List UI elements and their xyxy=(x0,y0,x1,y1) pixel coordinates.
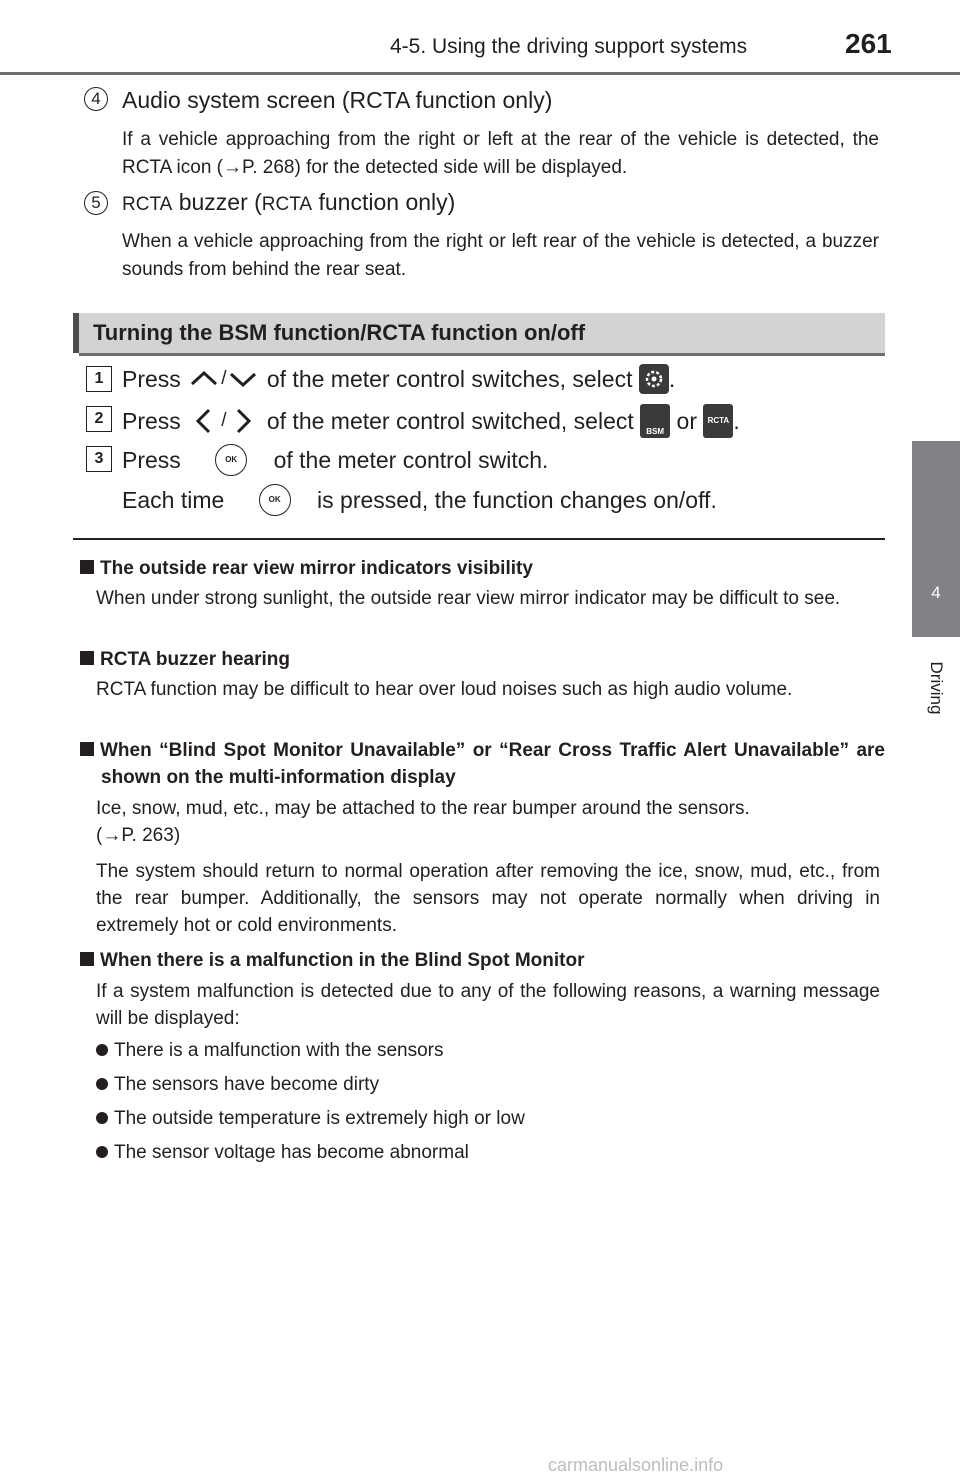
section-heading-underline xyxy=(79,353,885,356)
square-bullet-icon xyxy=(80,651,94,665)
bullet-icon xyxy=(96,1044,108,1056)
square-bullet-icon xyxy=(80,742,94,756)
step-3: Press OK of the meter control switch. xyxy=(122,444,548,476)
bsm-icon: BSM xyxy=(640,404,670,438)
item-body-audio-screen: If a vehicle approaching from the right or left at the rear of the vehicle is detected, the RCTA icon (→P. 268) for the detected side will be displayed. xyxy=(122,129,879,178)
note-heading-buzzer-hearing: RCTA buzzer hearing xyxy=(80,646,885,673)
item-body-rcta-buzzer: When a vehicle approaching from the right or left rear of the vehicle is detected, a buzzer sounds from behind the rear seat. xyxy=(122,231,879,280)
gear-icon xyxy=(639,364,669,394)
step-number-1: 1 xyxy=(86,366,112,392)
note-heading-unavailable: When “Blind Spot Monitor Unavailable” or “Rear Cross Traffic Alert Unavailable” are shown on the multi-information display xyxy=(80,737,885,791)
list-item: The outside temperature is extremely high or low xyxy=(96,1108,525,1130)
ok-button-icon: OK xyxy=(215,444,247,476)
bullet-icon xyxy=(96,1112,108,1124)
section-heading-text: Turning the BSM function/RCTA function on/off xyxy=(93,320,586,345)
section-heading xyxy=(73,313,885,353)
item-marker-5: 5 xyxy=(84,191,108,215)
chevron-left-icon xyxy=(187,406,221,436)
list-item: The sensors have become dirty xyxy=(96,1074,379,1096)
bullet-icon xyxy=(96,1078,108,1090)
note-body-unavailable-1: Ice, snow, mud, etc., may be attached to the rear bumper around the sensors. (→P. 263) xyxy=(96,798,750,846)
square-bullet-icon xyxy=(80,952,94,966)
item-title-rcta-buzzer: RCTA buzzer (RCTA function only) xyxy=(122,189,456,215)
rcta-icon: RCTA xyxy=(703,404,733,438)
note-body-mirror-visibility: When under strong sunlight, the outside rear view mirror indicator may be difficult to see. xyxy=(96,588,841,609)
chevron-right-icon xyxy=(226,406,260,436)
step-number-3: 3 xyxy=(86,446,112,472)
square-bullet-icon xyxy=(80,560,94,574)
note-heading-malfunction: When there is a malfunction in the Blind Spot Monitor xyxy=(80,947,885,974)
note-body-buzzer-hearing: RCTA function may be difficult to hear over loud noises such as high audio volume. xyxy=(96,679,793,700)
chevron-up-icon xyxy=(187,368,221,390)
page-reference[interactable]: P. 268 xyxy=(242,157,295,178)
ok-button-icon: OK xyxy=(259,484,291,516)
chapter-tab xyxy=(912,441,960,637)
bullet-icon xyxy=(96,1146,108,1158)
note-heading-mirror-visibility: The outside rear view mirror indicators visibility xyxy=(80,555,885,582)
note-body-unavailable-2: The system should return to normal operation after removing the ice, snow, mud, etc., from the rear bumper. Additionally, the sensors may not operate normally when driving in extremely hot or cold environments. xyxy=(96,861,880,936)
list-item: There is a malfunction with the sensors xyxy=(96,1040,444,1062)
arrow-icon: → xyxy=(223,157,243,178)
list-item: The sensor voltage has become abnormal xyxy=(96,1142,469,1164)
header-rule xyxy=(0,72,960,75)
step-1: Press / of the meter control switches, select . xyxy=(122,364,675,394)
chapter-number: 4 xyxy=(931,583,941,602)
note-body-malfunction: If a system malfunction is detected due to any of the following reasons, a warning message will be displayed: xyxy=(96,981,880,1029)
step-3-detail: Each time OK is pressed, the function changes on/off. xyxy=(122,484,717,516)
page-reference[interactable]: P. 263 xyxy=(121,825,174,846)
chevron-down-icon xyxy=(226,368,260,390)
section-divider xyxy=(73,538,885,540)
item-title-audio-screen: Audio system screen (RCTA function only) xyxy=(122,87,553,113)
page-number: 261 xyxy=(845,28,892,59)
step-number-2: 2 xyxy=(86,406,112,432)
watermark: carmanualsonline.info xyxy=(548,1455,724,1475)
item-marker-4: 4 xyxy=(84,87,108,111)
chapter-label: Driving xyxy=(927,661,946,715)
arrow-icon: → xyxy=(102,825,122,846)
section-title: 4-5. Using the driving support systems xyxy=(390,35,748,58)
step-2: Press / of the meter control switched, select BSM or RCTA . xyxy=(122,404,740,438)
